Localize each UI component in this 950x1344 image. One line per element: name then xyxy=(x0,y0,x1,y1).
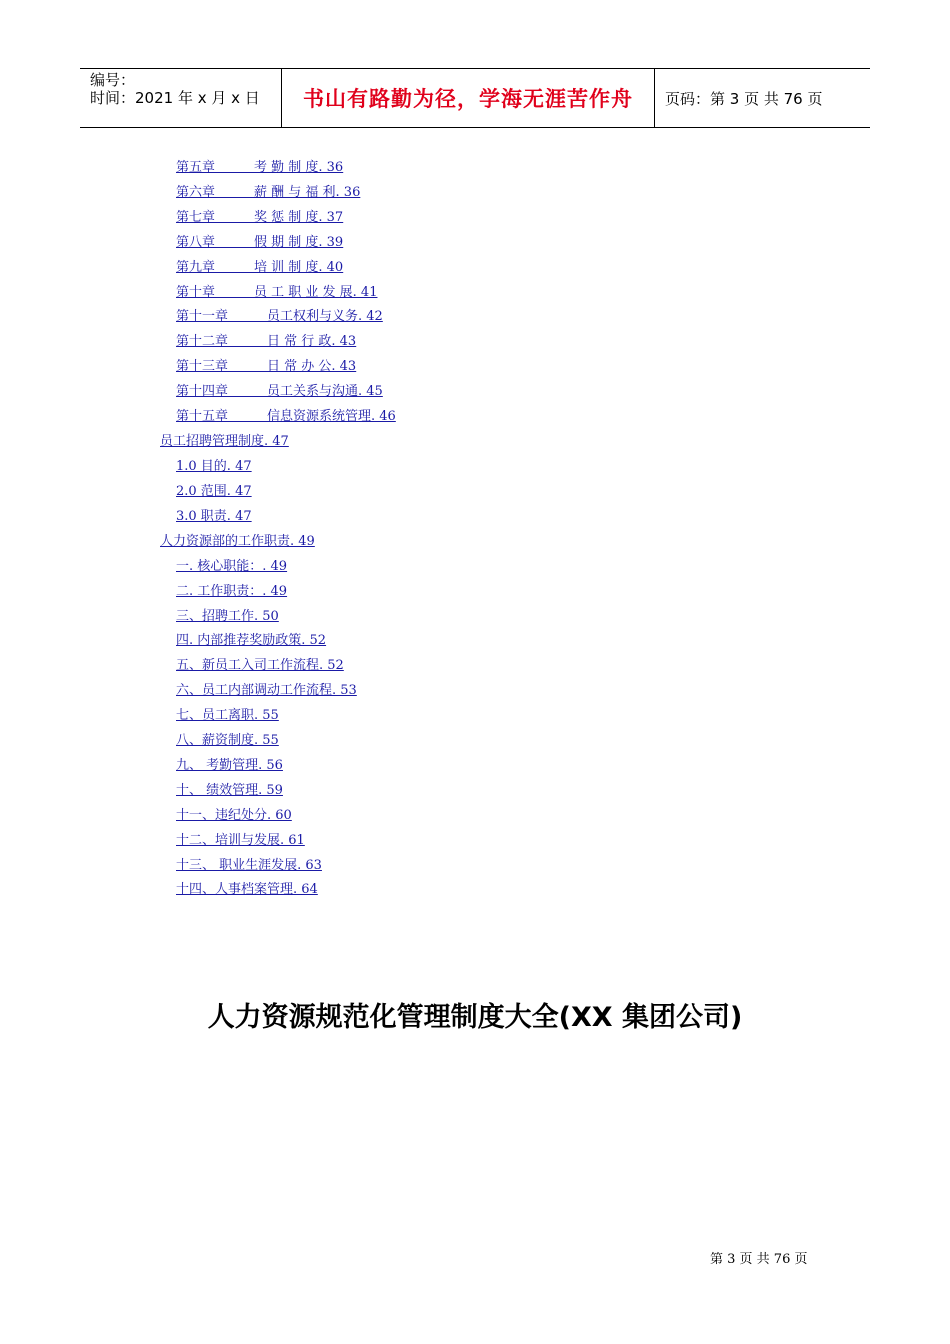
toc-link[interactable]: 一. 核心职能：. 49 xyxy=(176,559,288,574)
document-date: 时间：2021 年 x 月 x 日 xyxy=(90,89,260,107)
toc-link[interactable]: 六、员工内部调动工作流程. 53 xyxy=(176,683,357,698)
toc-link[interactable]: 七、员工离职. 55 xyxy=(176,708,279,723)
toc-link[interactable]: 第七章 奖 惩 制 度. 37 xyxy=(176,210,344,225)
toc-link[interactable]: 四. 内部推荐奖励政策. 52 xyxy=(176,633,327,648)
toc-link[interactable]: 十二、培训与发展. 61 xyxy=(176,833,305,848)
toc-link[interactable]: 十一、违纪处分. 60 xyxy=(176,808,292,823)
toc-link[interactable]: 3.0 职责. 47 xyxy=(176,509,252,524)
toc-link[interactable]: 第十一章 员工权利与义务. 42 xyxy=(176,309,383,324)
toc-link[interactable]: 第九章 培 训 制 度. 40 xyxy=(176,260,344,275)
toc-link[interactable]: 人力资源部的工作职责. 49 xyxy=(160,534,315,549)
header-page-info-cell xyxy=(655,69,870,127)
toc-link[interactable]: 五、新员工入司工作流程. 52 xyxy=(176,658,344,673)
toc-link[interactable]: 员工招聘管理制度. 47 xyxy=(160,434,289,449)
toc-link[interactable]: 八、薪资制度. 55 xyxy=(176,733,279,748)
toc-link[interactable]: 第十五章 信息资源系统管理. 46 xyxy=(176,409,396,424)
toc-link[interactable]: 第十四章 员工关系与沟通. 45 xyxy=(176,384,383,399)
header-motto-cell xyxy=(282,69,655,127)
toc-link[interactable]: 第六章 薪 酬 与 福 利. 36 xyxy=(176,185,361,200)
page-footer: 第 3 页 共 76 页 xyxy=(710,1252,808,1267)
toc-link[interactable]: 九、 考勤管理. 56 xyxy=(176,758,283,773)
header-meta xyxy=(80,69,282,127)
toc-link[interactable]: 第十章 员 工 职 业 发 展. 41 xyxy=(176,285,378,300)
toc-link[interactable]: 第八章 假 期 制 度. 39 xyxy=(176,235,344,250)
toc-link[interactable]: 十三、 职业生涯发展. 63 xyxy=(176,858,322,873)
toc-link[interactable]: 1.0 目的. 47 xyxy=(176,459,252,474)
toc-link[interactable]: 二. 工作职责：. 49 xyxy=(176,584,288,599)
page-header xyxy=(80,68,870,128)
header-page-info: 页码：第 3 页 共 76 页 xyxy=(665,89,823,108)
toc-link[interactable]: 第五章 考 勤 制 度. 36 xyxy=(176,160,344,175)
toc-link[interactable]: 第十三章 日 常 办 公. 43 xyxy=(176,359,357,374)
document-title: 人力资源规范化管理制度大全(XX 集团公司) xyxy=(207,1002,743,1033)
toc-link[interactable]: 十、 绩效管理. 59 xyxy=(176,783,283,798)
toc-link[interactable]: 2.0 范围. 47 xyxy=(176,484,252,499)
toc-link[interactable]: 三、招聘工作. 50 xyxy=(176,609,279,624)
toc-link[interactable]: 十四、人事档案管理. 64 xyxy=(176,882,318,897)
toc-link[interactable]: 第十二章 日 常 行 政. 43 xyxy=(176,334,357,349)
header-motto: 书山有路勤为径，学海无涯苦作舟 xyxy=(303,87,633,111)
document-number-label: 编号： xyxy=(90,71,136,89)
